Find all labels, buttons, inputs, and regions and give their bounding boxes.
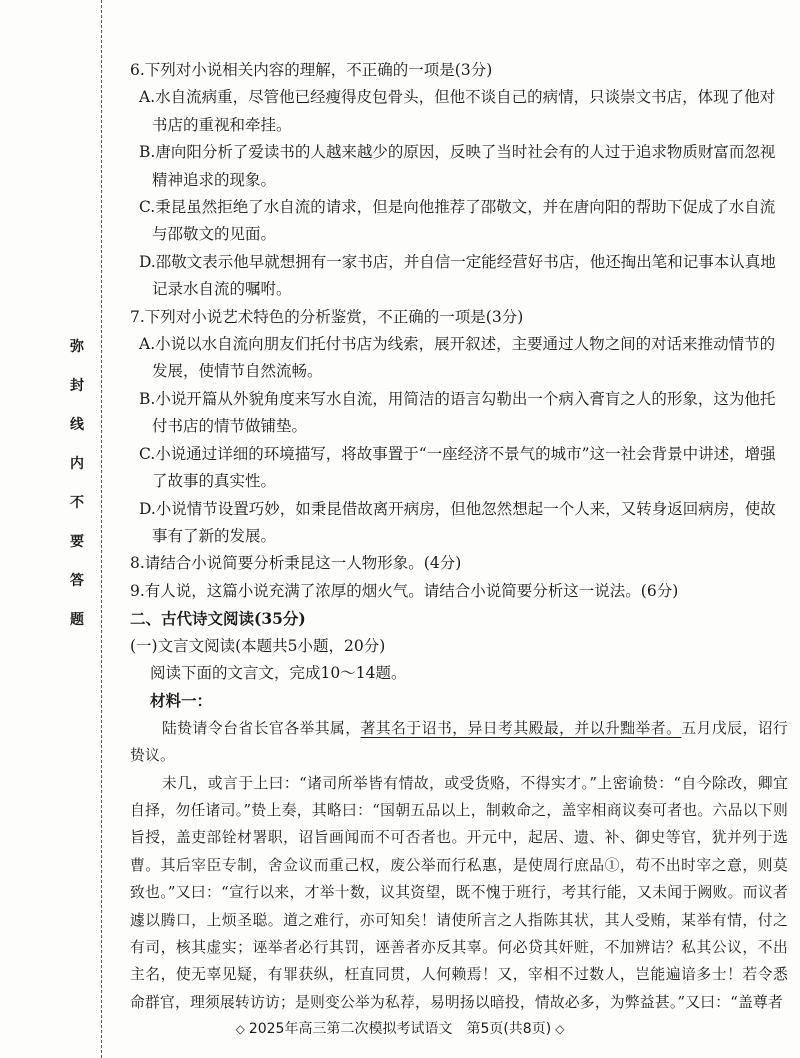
binding-char: 线	[70, 417, 84, 433]
question-6-option-a: A.水自流病重，尽管他已经瘦得皮包骨头，但他不谈自己的病情，只谈崇文书店，体现了他对书店的重视和牵挂。	[139, 88, 776, 134]
classical-paragraph-2: 未几，或言于上曰：“诸司所举皆有情故，或受货赂，不得实才。”上密谕贽：“自今除改，卿宜自择，勿任诸司。”贽上奏，其略曰：“国朝五品以上，制敕命之，盖宰相商议奏可者也。六品以下则旨授，盖吏部铨材署职，诏旨画闻而不可否者也。开元中，起居、遗、补、御史等官，犹并列于选曹。其后宰臣专制，舍佥议而重己权，废公举而行私惠，是使周行庶品①，苟不出时宰之意，则莫致也。”又曰：“宣行以来，才举十数，议其资望，既不愧于班行，考其行能，又未闻于阙败。而议者遽以腾口，上烦圣聪。道之难行，亦可知矣！请使所言之人指陈其状，其人受贿，某举有情，付之有司，核其虚实；诬举者必行其罚，诬善者亦反其辜。何必贷其奸赃，不加辨诘？私其公议，不出主名，使无辜见疑，有罪获纵，枉直同贯，人何赖焉！又，宰相不过数人，岂能遍谙多士！若令悉命群官，理须展转访访；是则变公举为私荐，易明扬以暗投，情故必多，为弊益甚。”又曰：“盖尊者	[130, 774, 788, 1011]
paragraph-1-text: 陆贽请令台省长官各举其属，	[162, 719, 361, 737]
exam-page-content	[118, 57, 788, 1016]
classical-paragraph-1	[118, 715, 788, 770]
section-heading: 二、古代诗文阅读(35分)	[130, 609, 306, 629]
binding-char: 答	[70, 573, 84, 589]
binding-margin-notice	[66, 340, 88, 627]
footer-text: 2025年高三第二次模拟考试语文 第5页(共8页)	[248, 1021, 552, 1037]
question-7-option-c: C.小说通过详细的环境描写，将故事置于“一座经济不景气的城市”这一社会背景中讲述，增强了故事的真实性。	[139, 444, 776, 491]
binding-char: 要	[70, 534, 84, 550]
binding-char: 弥	[70, 339, 84, 355]
underlined-sentence: 著其名于诏书，异日考其殿最，并以升黜举者。	[360, 719, 682, 737]
binding-char: 不	[70, 495, 84, 511]
question-7-stem: 7.下列对小说艺术特色的分析鉴赏，不正确的一项是(3分)	[130, 307, 524, 326]
binding-char: 内	[70, 456, 84, 472]
question-7-option-a: A.小说以水自流向朋友们托付书店为线索，展开叙述，主要通过人物之间的对话来推动情节的发展，使情节自然流畅。	[139, 335, 776, 381]
question-6-option-d: D.邵敬文表示他早就想拥有一家书店，并自信一定能经营好书店，他还掏出笔和记事本认真地记录水自流的嘱咐。	[139, 252, 776, 299]
question-6-stem: 6.下列对小说相关内容的理解，不正确的一项是(3分)	[130, 61, 493, 79]
question-6-option-c: C.秉昆虽然拒绝了水自流的请求，但是向他推荐了邵敬文，并在唐向阳的帮助下促成了水自流与邵敬文的见面。	[139, 198, 776, 244]
diamond-icon: ◇	[235, 1022, 245, 1036]
paragraph-1-text-end: 五月戊辰，诏行贽议。	[130, 719, 789, 765]
classical-text	[118, 715, 788, 1016]
binding-char: 题	[70, 612, 84, 628]
question-6-option-b: B.唐向阳分析了爱读书的人越来越少的原因，反映了当时社会有的人过于追求物质财富而忽视精神追求的现象。	[139, 143, 776, 189]
reading-instruction: 阅读下面的文言文，完成10～14题。	[150, 663, 407, 682]
question-8: 8.请结合小说简要分析秉昆这一人物形象。(4分)	[130, 554, 462, 573]
question-9: 9.有人说，这篇小说充满了浓厚的烟火气。请结合小说简要分析这一说法。(6分)	[130, 581, 679, 600]
question-7-option-d: D.小说情节设置巧妙，如秉昆借故离开病房，但他忽然想起一个人来，又转身返回病房，使故事有了新的发展。	[139, 499, 776, 545]
diamond-icon: ◇	[555, 1022, 565, 1036]
binding-dashed-line	[101, 0, 102, 1058]
page-footer	[0, 1018, 800, 1038]
binding-char: 封	[70, 378, 84, 394]
subsection-heading: (一)文言文阅读(本题共5小题，20分)	[130, 636, 386, 655]
material-label: 材料一：	[150, 691, 213, 711]
question-7-option-b: B.小说开篇从外貌角度来写水自流，用简洁的语言勾勒出一个病入膏肓之人的形象，这为他托付书店的情节做铺垫。	[139, 389, 776, 436]
